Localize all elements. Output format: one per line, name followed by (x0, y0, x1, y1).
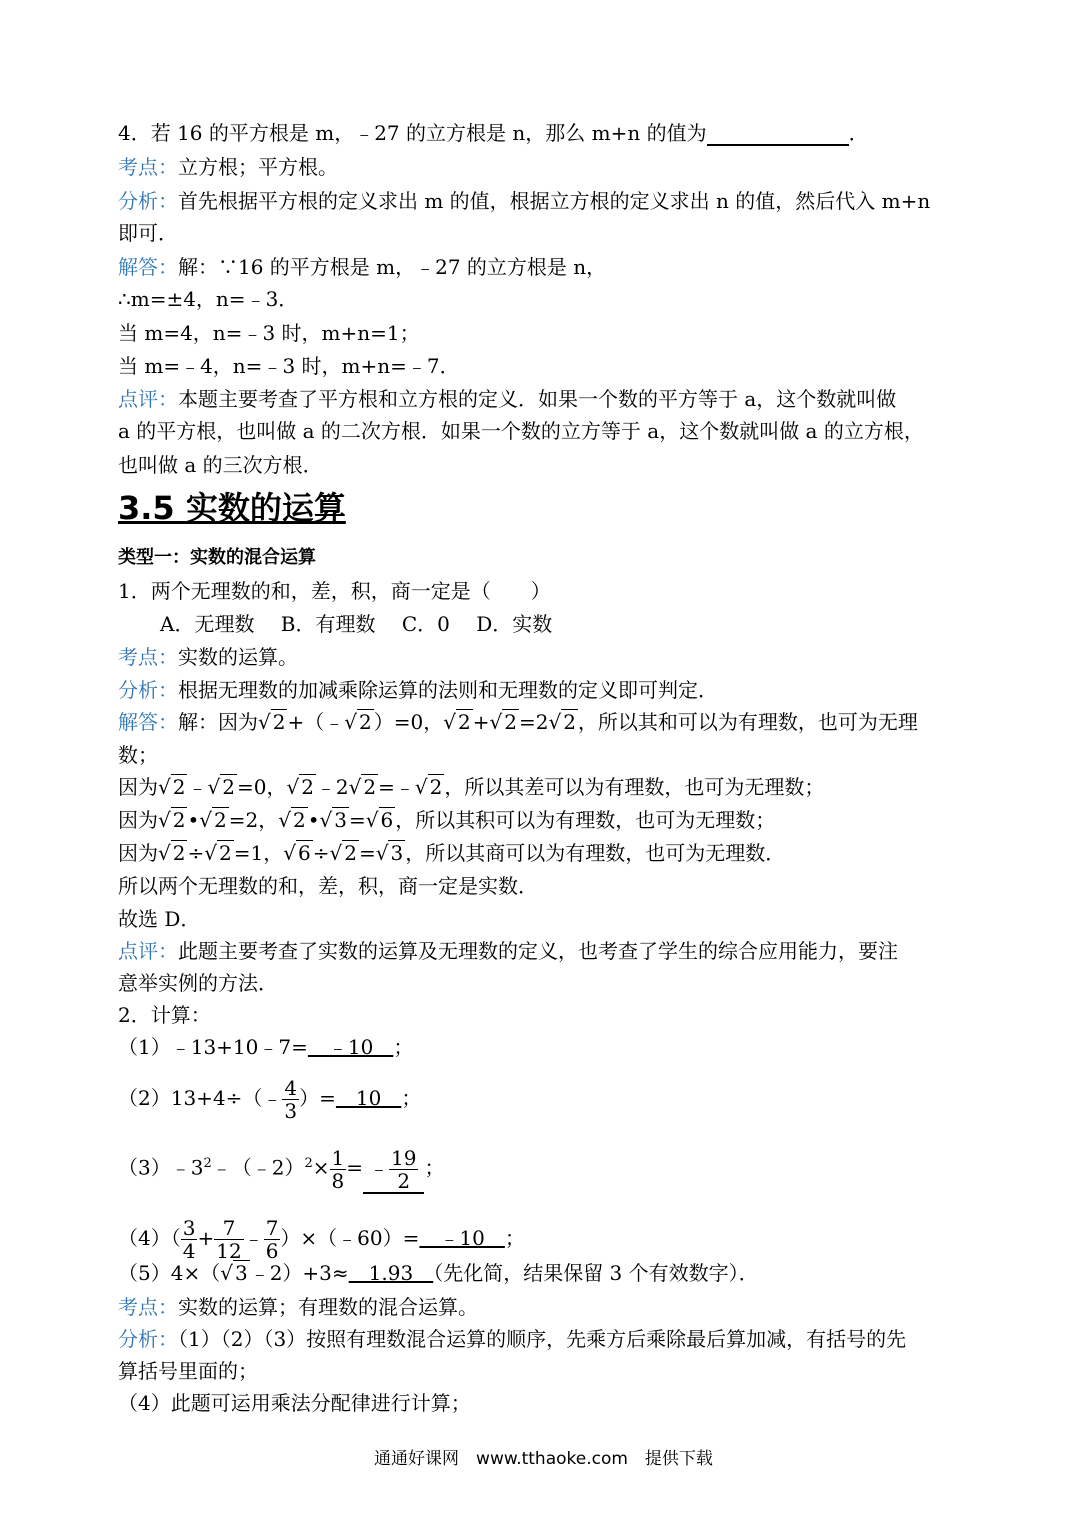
radicand: 2 (429, 775, 443, 799)
sqrt-2: √ 2 (286, 775, 314, 799)
denominator: 8 (331, 1168, 345, 1193)
kaodian-text: 实数的运算。 (178, 645, 298, 669)
q4-stem (118, 120, 869, 146)
text: ，所以其积可以为有理数，也可为无理数； (395, 808, 776, 832)
radicand: 6 (380, 808, 394, 832)
text: ； (401, 1086, 422, 1110)
radicand: 2 (214, 808, 227, 832)
text: （1）﹣13+10﹣7= (118, 1035, 308, 1059)
answer-blank (707, 124, 849, 146)
section-subtitle: 类型一：实数的混合运算 (118, 547, 316, 568)
text: =﹣ (378, 775, 415, 799)
fenxi-text: 首先根据平方根的定义求出 m 的值，根据立方根的定义求出 n 的值，然后代入 m+n (178, 189, 931, 213)
radicand: 3 (390, 841, 404, 865)
radicand: 2 (172, 841, 186, 865)
jieda-text: + (472, 710, 490, 734)
answer: ﹣10 (307, 1035, 394, 1059)
sqrt-3: √ 3 (375, 841, 404, 865)
dianping-label: 点评： (118, 939, 178, 963)
q1-stem: 1．两个无理数的和，差，积，商一定是（ ） (118, 579, 551, 603)
sqrt-3: √ 3 (220, 1261, 248, 1285)
text: ； (393, 1035, 414, 1059)
sqrt-2: √ 2 (158, 808, 186, 832)
sqrt-6: √ 6 (365, 808, 394, 832)
answer: 1.93 (348, 1261, 434, 1285)
dianping-line-3: 也叫做 a 的三次方根． (118, 453, 323, 477)
jieda-text: ）=0， (373, 710, 444, 734)
text: ÷ (187, 841, 205, 865)
text: =2， (228, 808, 279, 832)
fenxi-label: 分析： (118, 189, 178, 213)
text: （4）（ (118, 1226, 181, 1250)
jieda-text: ，所以其和可以为有理数，也可为无理 (577, 710, 918, 734)
text: =0， (236, 775, 287, 799)
q4-dianping (118, 386, 896, 412)
text: ，所以其差可以为有理数，也可为无理数； (444, 775, 825, 799)
jieda-line-2: ∴m=±4，n=﹣3． (118, 287, 299, 311)
text: ，所以其商可以为有理数，也可为无理数． (405, 841, 786, 865)
text: = (358, 841, 376, 865)
text: = (349, 808, 366, 832)
fenxi-line-3: （4）此题可运用乘法分配律进行计算； (118, 1391, 471, 1415)
numerator: 3 (182, 1216, 196, 1240)
jieda-text: =2 (518, 710, 549, 734)
q2-kaodian (118, 1294, 478, 1320)
dianping-line-2: a 的平方根，也叫做 a 的二次方根．如果一个数的立方等于 a，这个数就叫做 a 的立方根， (118, 419, 924, 443)
text: （5）4×（ (118, 1261, 221, 1285)
kaodian-label: 考点： (118, 155, 178, 179)
fraction (181, 1217, 198, 1262)
q2-fenxi (118, 1326, 906, 1352)
radicand: 2 (363, 775, 377, 799)
q4-stem-text: 4．若 16 的平方根是 m，﹣27 的立方根是 n，那么 m+n 的值为 (118, 121, 707, 145)
text: ）×（﹣60）= (280, 1226, 420, 1250)
radicand: 2 (222, 775, 235, 799)
jieda-text: 解：∵16 的平方根是 m，﹣27 的立方根是 n， (178, 255, 607, 279)
fenxi-label: 分析： (118, 1327, 178, 1351)
fenxi-label: 分析： (118, 678, 178, 702)
q1-options: A．无理数 B．有理数 C．0 D．实数 (160, 612, 553, 636)
fenxi-line-2: 算括号里面的； (118, 1359, 258, 1383)
fraction (389, 1147, 418, 1192)
dianping-label: 点评： (118, 387, 178, 411)
radicand: 6 (297, 841, 311, 865)
text: （2）13+4÷（﹣ (118, 1086, 283, 1110)
text: （3）﹣3 (118, 1155, 204, 1180)
sqrt-3: √ 3 (319, 808, 348, 832)
answer: 10 (335, 1086, 402, 1110)
kaodian-text: 立方根；平方根。 (178, 155, 338, 179)
sqrt-2: √ 2 (489, 710, 517, 734)
text: ； (504, 1226, 525, 1250)
denominator: 6 (265, 1239, 279, 1263)
text: • (307, 808, 320, 832)
kaodian-text: 实数的运算；有理数的混合运算。 (178, 1295, 478, 1319)
radicand: 3 (234, 1261, 248, 1285)
page-footer: 通通好课网 www.tthaoke.com 提供下载 (374, 1449, 713, 1469)
q2-part-3 (118, 1142, 444, 1194)
kaodian-label: 考点： (118, 645, 178, 669)
q1-jieda (118, 709, 918, 735)
text: ）= (299, 1086, 336, 1110)
text: ﹣2）+3≈ (249, 1261, 349, 1285)
exponent: 2 (203, 1156, 212, 1171)
radicand: 2 (563, 710, 576, 734)
fraction (282, 1077, 299, 1122)
jieda-label: 解答： (118, 710, 178, 734)
sqrt-6: √ 6 (283, 841, 311, 865)
radicand: 3 (334, 808, 348, 832)
jieda-label: 解答： (118, 255, 178, 279)
dianping-text: 本题主要考查了平方根和立方根的定义．如果一个数的平方等于 a，这个数就叫做 (178, 387, 897, 411)
radicand: 2 (344, 841, 357, 865)
text: 因为 (118, 808, 158, 832)
radicand: 2 (219, 841, 232, 865)
numerator: 19 (391, 1145, 417, 1170)
q4-fenxi (118, 188, 930, 214)
sqrt-2: √ 2 (278, 808, 306, 832)
text: （先化简，结果保留 3 个有效数字）． (433, 1261, 759, 1285)
text: ﹣ (187, 775, 208, 799)
denominator: 4 (182, 1239, 196, 1263)
q4-stem-end: ． (848, 121, 869, 145)
dianping-text: 此题主要考查了实数的运算及无理数的定义，也考查了学生的综合应用能力，要注 (178, 939, 898, 963)
fenxi-text: 根据无理数的加减乘除运算的法则和无理数的定义即可判定． (178, 678, 718, 702)
sqrt-2: √ 2 (258, 710, 286, 734)
fraction (330, 1147, 347, 1192)
sqrt-2: √ 2 (329, 841, 357, 865)
q1-product-line (118, 807, 775, 833)
dianping-line-2: 意举实例的方法． (118, 971, 278, 995)
numerator: 4 (284, 1076, 298, 1100)
answer (363, 1146, 424, 1194)
denominator: 2 (397, 1168, 411, 1193)
text: + (197, 1226, 215, 1250)
fenxi-text-2: 即可． (118, 221, 178, 245)
radicand: 2 (457, 710, 471, 734)
text: ； (424, 1155, 445, 1180)
radicand: 2 (504, 710, 517, 734)
sqrt-2: √ 2 (348, 775, 377, 799)
text: ﹣（﹣2） (211, 1155, 305, 1180)
q1-selection: 故选 D． (118, 907, 201, 931)
sqrt-2: √ 2 (548, 710, 576, 734)
numerator: 7 (214, 1217, 243, 1240)
denominator: 12 (216, 1239, 242, 1263)
fenxi-text: （1）（2）（3）按照有理数混合运算的顺序，先乘方后乘除最后算加减，有括号的先 (178, 1327, 907, 1351)
radicand: 2 (272, 710, 286, 734)
jieda-line-2: 数； (118, 743, 158, 767)
numerator: 7 (265, 1216, 279, 1240)
fraction (264, 1217, 281, 1262)
q2-part-1 (118, 1034, 413, 1060)
section-title: 3.5 实数的运算 (118, 489, 346, 527)
q1-quotient-line (118, 840, 785, 866)
q2-stem: 2．计算： (118, 1003, 211, 1027)
text: ﹣2 (315, 775, 349, 799)
q1-dianping (118, 938, 898, 964)
text: ﹣ (369, 1155, 390, 1180)
q2-part-5 (118, 1260, 759, 1286)
exponent: 2 (304, 1156, 313, 1171)
kaodian-label: 考点： (118, 1295, 178, 1319)
q1-difference-line (118, 774, 824, 800)
radicand: 2 (301, 775, 314, 799)
q1-fenxi (118, 677, 718, 703)
text: × (312, 1155, 330, 1180)
sqrt-2: √ 2 (443, 710, 471, 734)
radicand: 2 (293, 808, 306, 832)
text: ÷ (312, 841, 330, 865)
sqrt-2: √ 2 (199, 808, 227, 832)
text: • (187, 808, 200, 832)
jieda-line-4: 当 m=﹣4，n=﹣3 时，m+n=﹣7． (118, 354, 460, 378)
text: ﹣ (243, 1226, 264, 1250)
jieda-text: 解：因为 (178, 710, 258, 734)
sqrt-2: √ 2 (158, 841, 186, 865)
jieda-line-3: 当 m=4，n=﹣3 时，m+n=1； (118, 321, 420, 345)
q4-kaodian (118, 154, 338, 180)
text: = (346, 1155, 364, 1180)
answer: ﹣10 (419, 1226, 505, 1250)
sqrt-2: √ 2 (158, 775, 186, 799)
sqrt-2: √ 2 (207, 775, 235, 799)
fraction (214, 1217, 243, 1262)
sqrt-2: √ 2 (204, 841, 232, 865)
sqrt-2: √ 2 (344, 710, 372, 734)
q1-conclusion: 所以两个无理数的和，差，积，商一定是实数． (118, 874, 538, 898)
q2-part-2 (118, 1076, 421, 1122)
radicand: 2 (359, 710, 372, 734)
text: =1， (233, 841, 284, 865)
text: 因为 (118, 841, 158, 865)
q1-kaodian (118, 644, 298, 670)
numerator: 1 (331, 1145, 345, 1170)
text: 因为 (118, 775, 158, 799)
radicand: 2 (172, 775, 186, 799)
q2-part-4 (118, 1214, 525, 1262)
radicand: 2 (172, 808, 186, 832)
jieda-text: +（﹣ (287, 710, 345, 734)
denominator: 3 (284, 1099, 298, 1123)
q4-jieda (118, 254, 606, 280)
sqrt-2: √ 2 (414, 775, 443, 799)
